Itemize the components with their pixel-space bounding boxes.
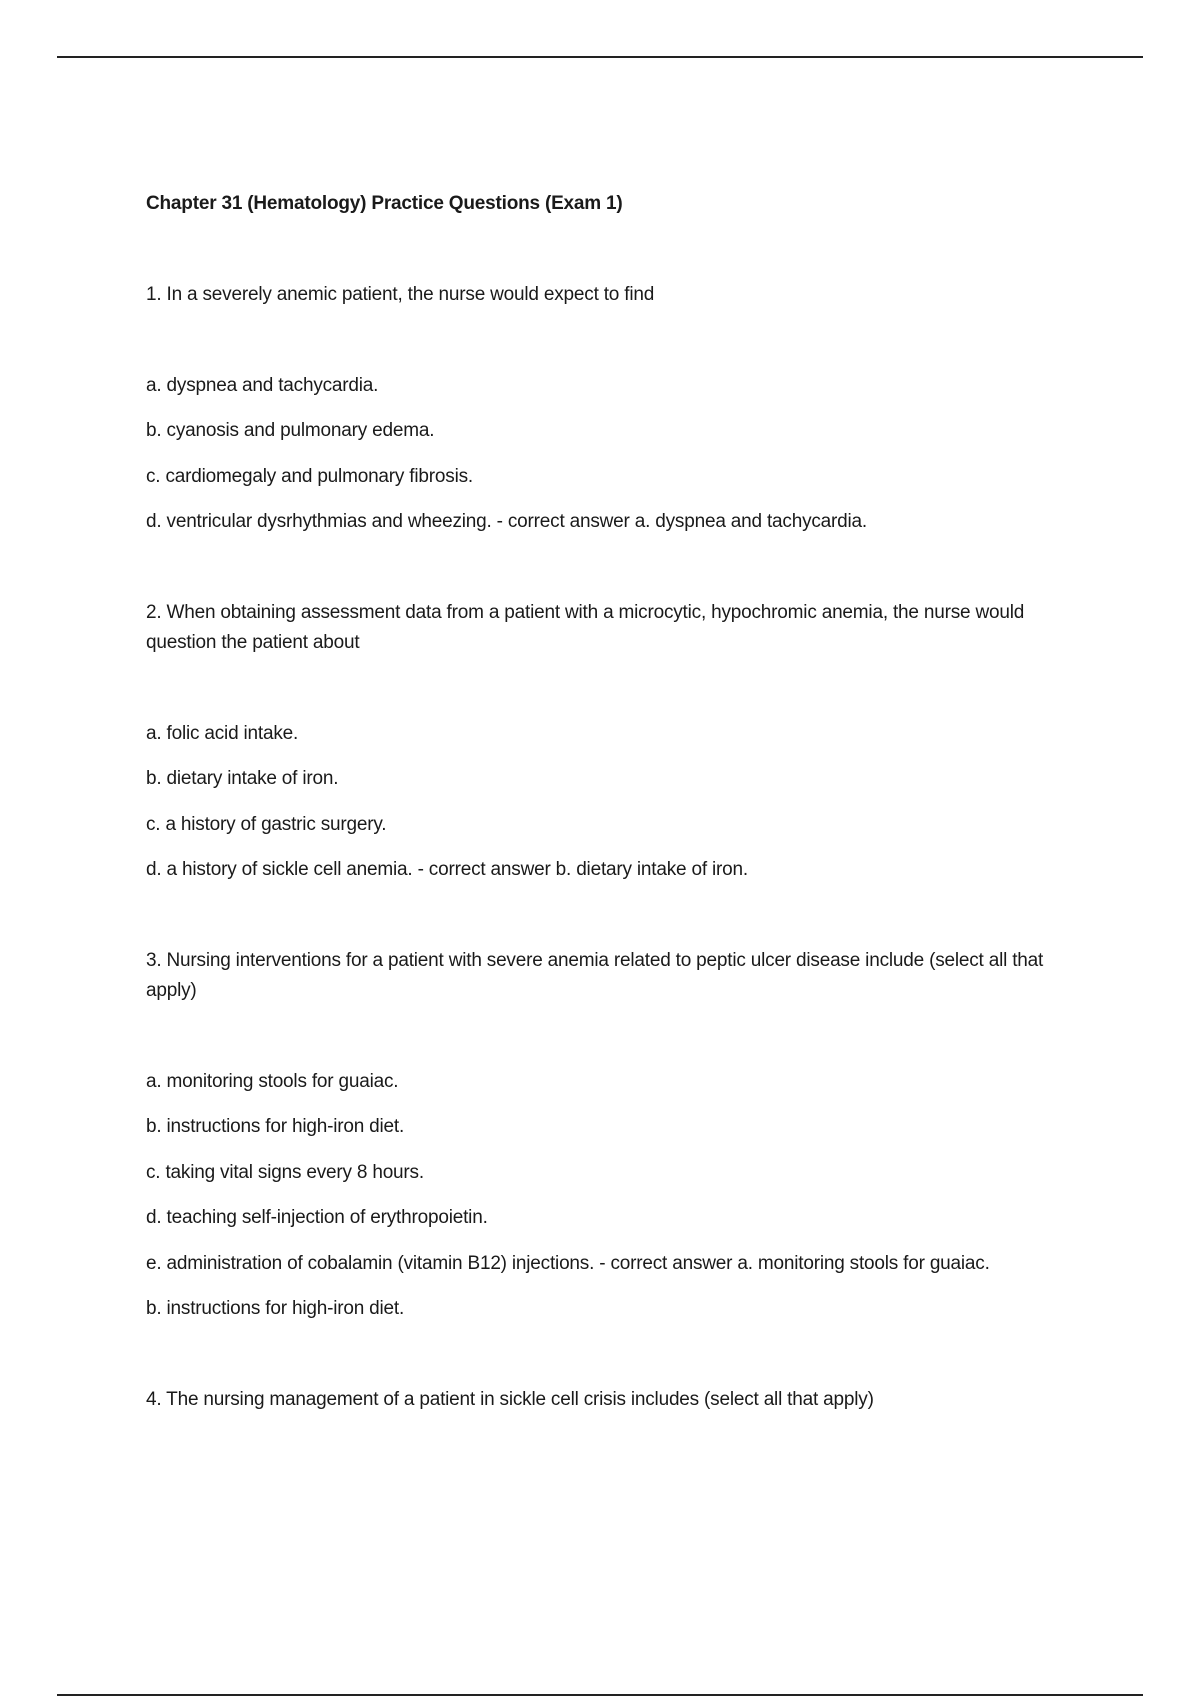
question-2-option-d-answer: d. a history of sickle cell anemia. - correct answer b. dietary intake of iron.: [146, 859, 748, 880]
question-3-option-b: b. instructions for high-iron diet.: [146, 1116, 405, 1137]
question-1-option-a: a. dyspnea and tachycardia.: [146, 375, 379, 396]
page-top-rule: [57, 56, 1143, 58]
question-4-stem: 4. The nursing management of a patient in sickle cell crisis includes (select all that apply): [146, 1389, 874, 1410]
question-1-option-c: c. cardiomegaly and pulmonary fibrosis.: [146, 466, 473, 487]
question-1-stem: 1. In a severely anemic patient, the nurse would expect to find: [146, 284, 655, 305]
question-2-option-c: c. a history of gastric surgery.: [146, 814, 387, 835]
page-bottom-rule: [57, 1694, 1143, 1696]
question-3-option-e-answer: e. administration of cobalamin (vitamin B12) injections. - correct answer a. monitoring stools for guaiac.: [146, 1253, 990, 1274]
question-3-answer-continued: b. instructions for high-iron diet.: [146, 1298, 405, 1319]
question-3-option-d: d. teaching self-injection of erythropoietin.: [146, 1207, 488, 1228]
document-title: Chapter 31 (Hematology) Practice Questions (Exam 1): [146, 193, 623, 214]
question-3-stem: 3. Nursing interventions for a patient with severe anemia related to peptic ulcer disease include (select all that apply): [146, 950, 1044, 1001]
question-2-stem: 2. When obtaining assessment data from a patient with a microcytic, hypochromic anemia, the nurse would question the patient about: [146, 602, 1025, 653]
question-3-option-a: a. monitoring stools for guaiac.: [146, 1071, 399, 1092]
question-3-option-c: c. taking vital signs every 8 hours.: [146, 1162, 424, 1183]
question-1-option-d-answer: d. ventricular dysrhythmias and wheezing. - correct answer a. dyspnea and tachycardia.: [146, 511, 867, 532]
question-2-option-b: b. dietary intake of iron.: [146, 768, 339, 789]
question-1-option-b: b. cyanosis and pulmonary edema.: [146, 420, 435, 441]
question-2-option-a: a. folic acid intake.: [146, 723, 299, 744]
